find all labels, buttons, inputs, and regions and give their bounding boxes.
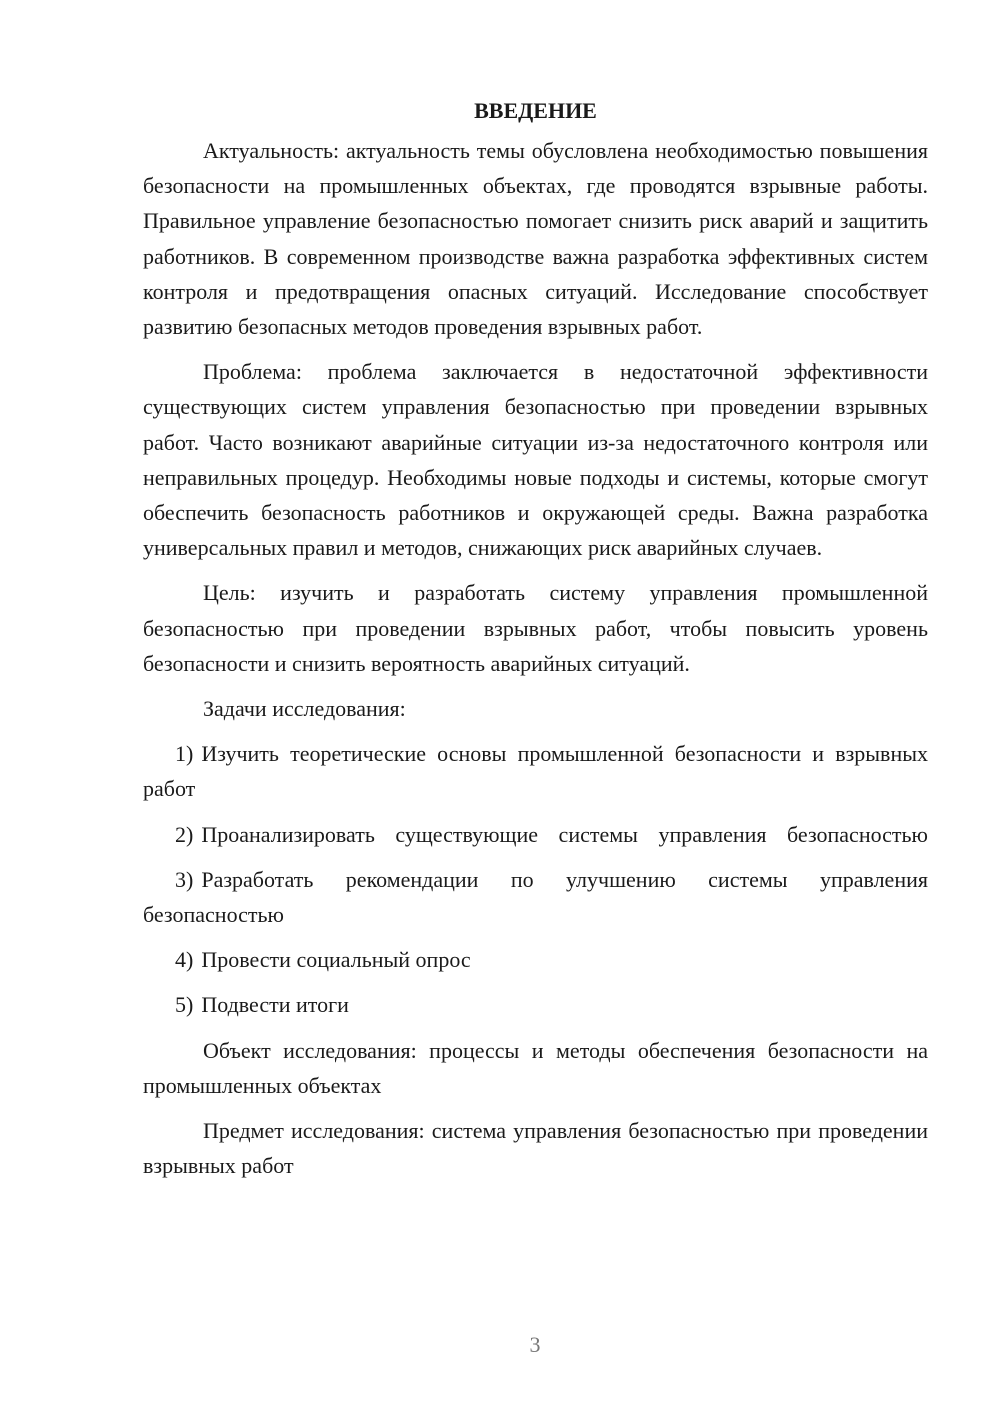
list-item-text: Изучить теоретические основы промышленной безопасности и взрывных работ — [143, 741, 928, 802]
goal-paragraph: Цель: изучить и разработать систему управления промышленной безопасностью при проведении взрывных работ, чтобы повысить уровень безопасности и снизить вероятность аварийных ситуаций. — [143, 580, 928, 676]
list-item — [143, 817, 928, 852]
list-item-text: Проанализировать существующие системы управления безопасностью — [201, 821, 928, 847]
task-list — [143, 736, 928, 1022]
list-item-number: 3) — [175, 866, 194, 892]
list-item — [143, 942, 928, 977]
list-item-number: 2) — [175, 821, 194, 847]
list-item — [143, 987, 928, 1022]
page-content — [143, 93, 928, 1193]
list-item-number: 5) — [175, 992, 194, 1018]
list-item-text: Подвести итоги — [201, 992, 349, 1018]
page-number: 3 — [529, 1332, 541, 1357]
list-item-text: Разработать рекомендации по улучшению системы управления безопасностью — [143, 866, 928, 928]
section-title: ВВЕДЕНИЕ — [474, 98, 597, 123]
list-item — [143, 862, 928, 932]
relevance-paragraph: Актуальность: актуальность темы обусловлена необходимостью повышения безопасности на промышленных объектах, где проводятся взрывные работы. Правильное управление безопасностью помогает снизить риск аварий и защитить работников. В современном производстве важна разработка эффективных систем контроля и предотвращения опасных ситуаций. Исследование способствует развитию безопасных методов проведения взрывных работ. — [143, 138, 928, 340]
subject-paragraph: Предмет исследования: система управления безопасностью при проведении взрывных работ — [143, 1118, 928, 1179]
list-item-number: 4) — [175, 947, 194, 973]
problem-paragraph: Проблема: проблема заключается в недостаточной эффективности существующих систем управления безопасностью при проведении взрывных работ. Часто возникают аварийные ситуации из-за недостаточного контроля или неправильных процедур. Необходимы новые подходы и системы, которые смогут обеспечить безопасность работников и окружающей среды. Важна разработка универсальных правил и методов, снижающих риск аварийных случаев. — [143, 359, 928, 561]
list-item-number: 1) — [175, 741, 194, 767]
list-item-text: Провести социальный опрос — [201, 947, 471, 973]
tasks-heading: Задачи исследования: — [203, 696, 406, 722]
object-paragraph: Объект исследования: процессы и методы обеспечения безопасности на промышленных объектах — [143, 1037, 928, 1098]
list-item — [143, 736, 928, 806]
